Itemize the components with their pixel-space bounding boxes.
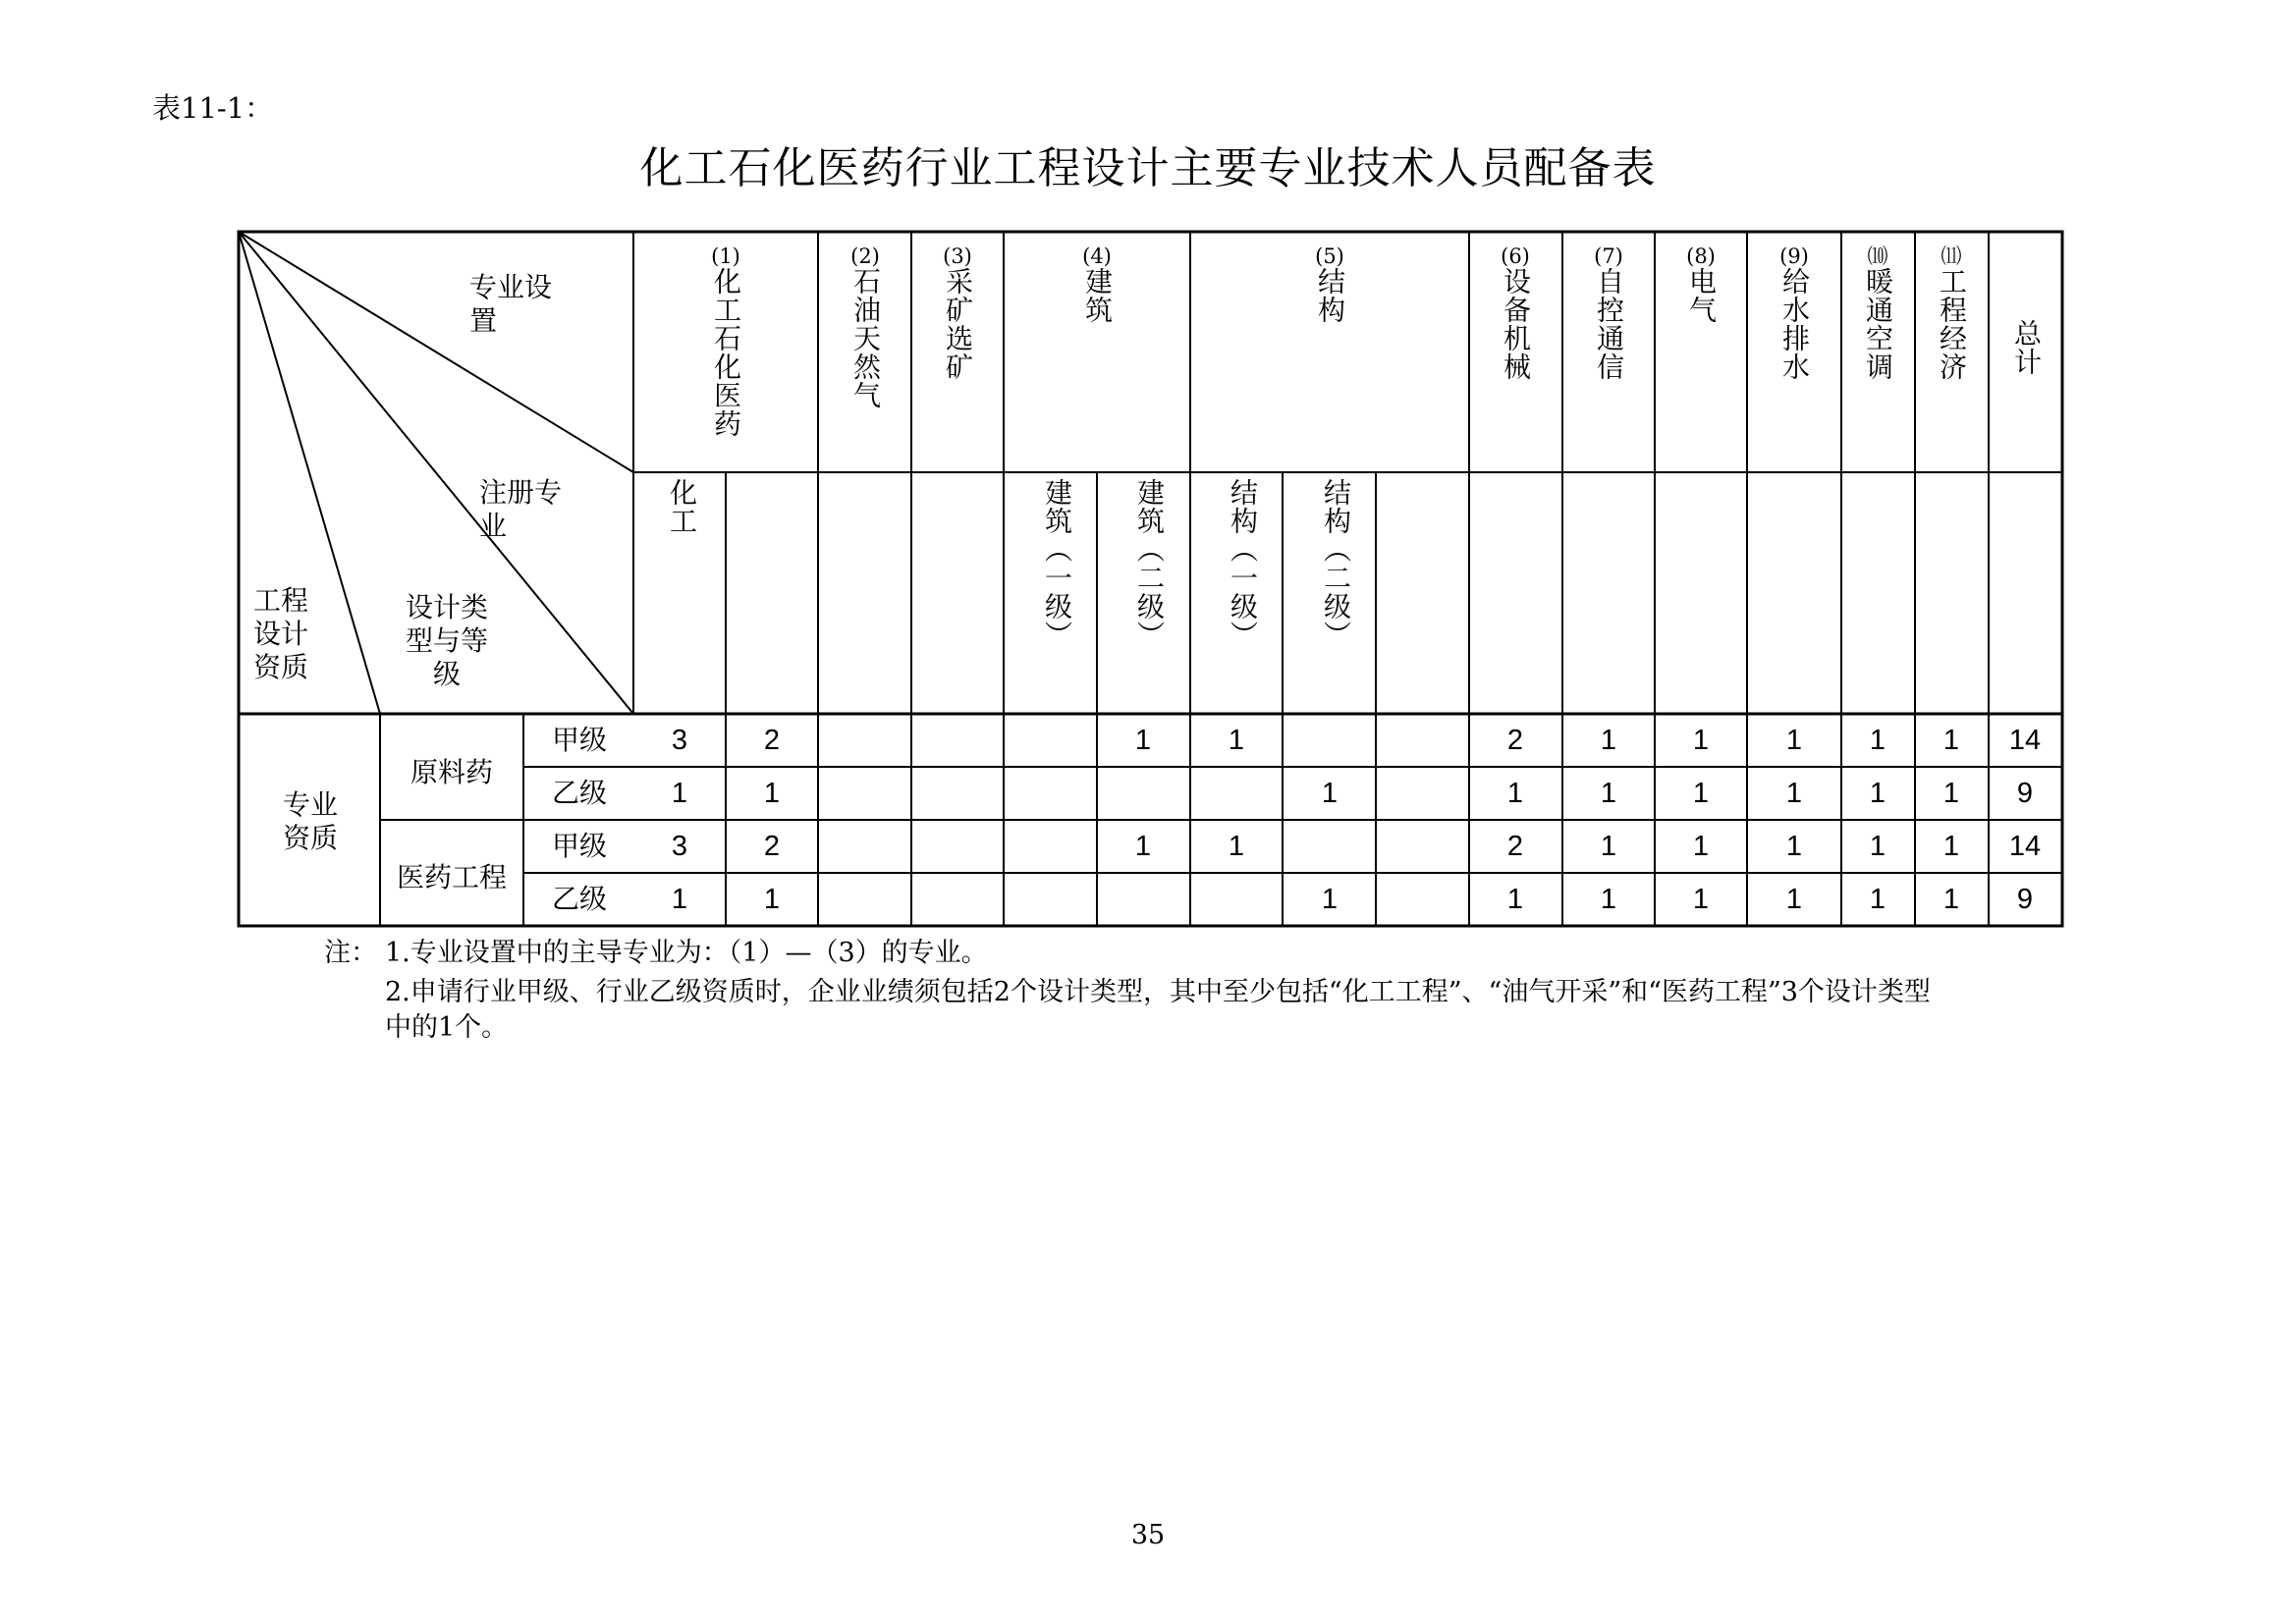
staff-count-cell: 1 [1942, 884, 1960, 915]
registered-arch2: 建筑（二级） [1133, 478, 1166, 649]
staff-count-cell: 1 [1785, 778, 1803, 809]
staff-count-cell: 1 [1942, 831, 1960, 862]
page-title: 化工石化医药行业工程设计主要专业技术人员配备表 [639, 143, 1657, 193]
staff-count-cell: 1 [1785, 884, 1803, 915]
specialty-number: (2) [850, 244, 880, 268]
staff-count-cell: 1 [763, 884, 781, 915]
note-prefix: 注： [324, 938, 377, 968]
registered-struct2: 结构（二级） [1320, 478, 1352, 649]
specialty-number: ⑽ [1867, 244, 1888, 268]
corner-registered-specialty: 注册专业 [479, 476, 563, 542]
staff-count-cell: 1 [1942, 725, 1960, 756]
corner-design-type-grade: 设计类型与等级 [405, 591, 488, 690]
total-cell: 14 [2008, 725, 2042, 756]
grade-label: 乙级 [551, 883, 607, 915]
staff-count-cell: 1 [1506, 778, 1524, 809]
specialty-name: 给水排水 [1778, 267, 1811, 381]
specialty-number: (6) [1501, 244, 1530, 268]
staff-count-cell: 2 [763, 725, 781, 756]
staff-count-cell: 1 [1942, 778, 1960, 809]
staff-count-cell: 1 [1692, 778, 1710, 809]
specialty-name: 电气 [1685, 267, 1718, 324]
staff-count-cell: 3 [671, 725, 688, 756]
grade-label: 甲级 [551, 830, 607, 862]
specialty-name: 自控通信 [1593, 267, 1625, 381]
staff-count-cell: 1 [1692, 831, 1710, 862]
specialty-number: (1) [711, 244, 740, 268]
design-type-raw-drug: 原料药 [410, 756, 493, 788]
corner-specialty-setting: 专业设置 [469, 271, 553, 337]
specialty-number: (9) [1779, 244, 1809, 268]
staff-count-cell: 1 [1600, 778, 1617, 809]
staff-count-cell: 1 [1785, 725, 1803, 756]
staff-count-cell: 1 [1600, 831, 1617, 862]
staff-count-cell: 1 [1134, 725, 1152, 756]
specialty-number: (7) [1594, 244, 1623, 268]
specialty-name: 工程经济 [1936, 267, 1968, 381]
note-line-2a: 2.申请行业甲级、行业乙级资质时，企业业绩须包括2个设计类型，其中至少包括“化工工程”、“油气开采”和“医药工程”3个设计类型 [385, 977, 1931, 1007]
total-cell: 9 [2016, 884, 2034, 915]
registered-struct1: 结构（一级） [1227, 478, 1259, 649]
page-number: 35 [1130, 1520, 1166, 1550]
specialty-name: 化工石化医药 [710, 267, 742, 438]
staff-count-cell: 2 [1506, 831, 1524, 862]
staff-count-cell: 1 [1785, 831, 1803, 862]
specialty-name: 建筑 [1081, 267, 1114, 324]
staff-count-cell: 1 [1600, 884, 1617, 915]
staff-count-cell: 1 [671, 884, 688, 915]
staff-count-cell: 1 [1506, 884, 1524, 915]
staff-count-cell: 1 [1321, 884, 1339, 915]
note-line-2b: 中的1个。 [385, 1012, 509, 1043]
corner-design-qualification: 工程设计资质 [253, 584, 309, 683]
registered-arch1: 建筑（一级） [1041, 478, 1073, 649]
staff-count-cell: 1 [1321, 778, 1339, 809]
staff-count-cell: 1 [1692, 884, 1710, 915]
staff-count-cell: 1 [763, 778, 781, 809]
design-type-pharma-eng: 医药工程 [396, 861, 507, 893]
note-line-1: 1.专业设置中的主导专业为：（1）—（3）的专业。 [385, 938, 988, 968]
staff-count-cell: 1 [1869, 725, 1886, 756]
staff-count-cell: 3 [671, 831, 688, 862]
total-cell: 9 [2016, 778, 2034, 809]
specialty-name: 石油天然气 [849, 267, 882, 409]
table-number-label: 表11-1： [152, 91, 274, 125]
staff-count-cell: 2 [1506, 725, 1524, 756]
total-cell: 14 [2008, 831, 2042, 862]
staff-count-cell: 1 [1600, 725, 1617, 756]
staff-count-cell: 1 [1134, 831, 1152, 862]
staff-count-cell: 1 [1869, 778, 1886, 809]
specialty-number: ⑾ [1941, 244, 1962, 268]
specialty-name: 设备机械 [1500, 267, 1532, 381]
staff-count-cell: 1 [671, 778, 688, 809]
staff-count-cell: 1 [1692, 725, 1710, 756]
specialty-name: 暖通空调 [1862, 267, 1894, 381]
staff-count-cell: 1 [1869, 831, 1886, 862]
specialty-number: (8) [1686, 244, 1716, 268]
specialty-number: (4) [1082, 244, 1112, 268]
specialty-number: (5) [1315, 244, 1344, 268]
staff-count-cell: 1 [1869, 884, 1886, 915]
staff-count-cell: 2 [763, 831, 781, 862]
staff-count-cell: 1 [1228, 831, 1245, 862]
registered-chem: 化工 [666, 478, 698, 535]
grade-label: 甲级 [551, 724, 607, 756]
qualification-label: 专业资质 [282, 788, 338, 854]
staff-count-cell: 1 [1228, 725, 1245, 756]
specialty-name: 采矿选矿 [942, 267, 974, 381]
grade-label: 乙级 [551, 777, 607, 809]
specialty-name: 结构 [1314, 267, 1346, 324]
total-header: 总计 [2010, 319, 2043, 376]
specialty-number: (3) [943, 244, 972, 268]
